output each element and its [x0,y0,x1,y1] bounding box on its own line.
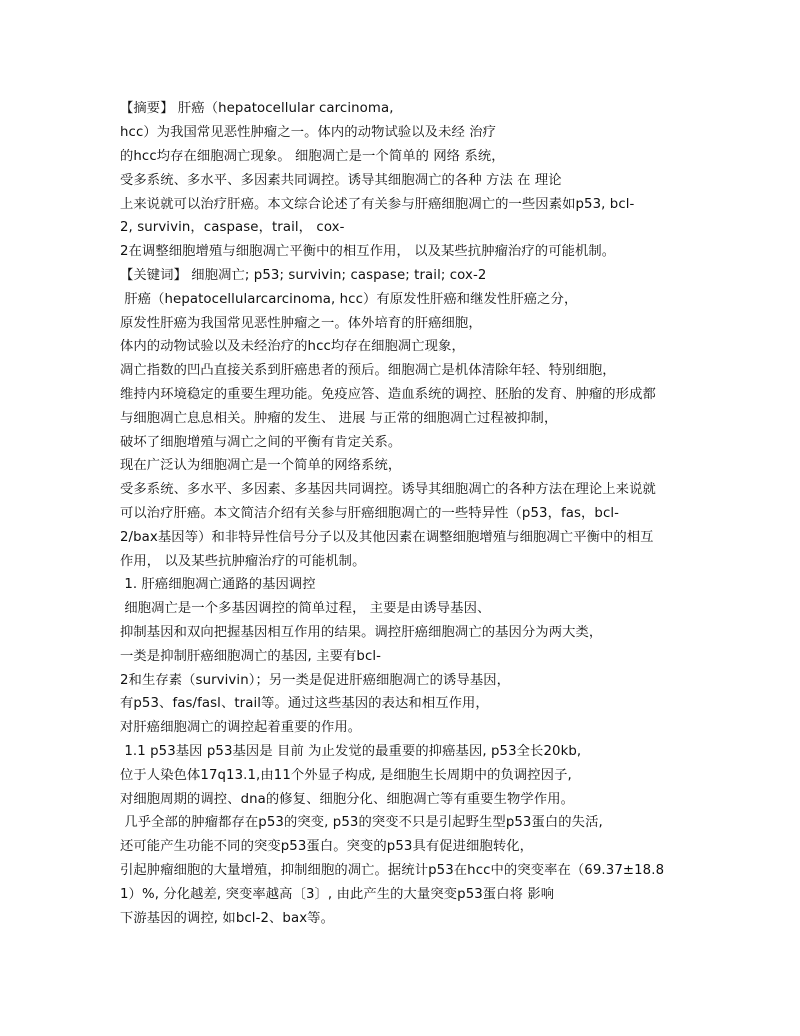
abstract-line-6: 2, survivin，caspase，trail， cox- [120,220,345,235]
body-line-11: 2/bax基因等）和非特异性信号分子以及其他因素在调整细胞增殖与细胞凋亡平衡中的相互 [120,530,654,545]
subsection-line-3: 对细胞周期的调控、dna的修复、细胞分化、细胞凋亡等有重要生物学作用。 [120,792,575,807]
section-line-5: 有p53、fas/fasl、trail等。通过这些基因的表达和相互作用， [120,696,489,711]
section-line-2: 抑制基因和双向把握基因相互作用的结果。调控肝癌细胞凋亡的基因分为两大类， [120,625,603,640]
body-line-1: 肝癌（hepatocellularcarcinoma, hcc）有原发性肝癌和继发性肝癌之分， [120,292,578,307]
subsection-line-1: 1.1 p53基因 p53基因是 目前 为止发觉的最重要的抑癌基因, p53全长20kb, [120,744,582,759]
abstract-line-5: 上来说就可以治疗肝癌。本文综合论述了有关参与肝癌细胞凋亡的一些因素如p53, bcl- [120,197,635,212]
body-line-6: 与细胞凋亡息息相关。肿瘤的发生、 进展 与正常的细胞凋亡过程被抑制， [120,411,558,426]
body-line-7: 破坏了细胞增殖与凋亡之间的平衡有肯定关系。 [120,435,402,450]
body-line-8: 现在广泛认为细胞凋亡是一个简单的网络系统， [120,458,402,473]
body-line-4: 凋亡指数的凹凸直接关系到肝癌患者的预后。细胞凋亡是机体清除年轻、特别细胞， [120,363,616,378]
subsection-line-6: 引起肿瘤细胞的大量增殖，抑制细胞的凋亡。据统计p53在hcc中的突变率在（69.37±18.8 [120,863,665,878]
subsection-line-4: 几乎全部的肿瘤都存在p53的突变, p53的突变不只是引起野生型p53蛋白的失活, [120,815,603,830]
section-line-4: 2和生存素（survivin）；另一类是促进肝癌细胞凋亡的诱导基因， [120,673,511,688]
subsection-line-7: 1）%, 分化越差, 突变率越高〔3〕, 由此产生的大量突变p53蛋白将 影响 [120,887,555,902]
section-heading-1: 1. 肝癌细胞凋亡通路的基因调控 [120,577,316,592]
abstract-line-7: 2在调整细胞增殖与细胞凋亡平衡中的相互作用， 以及某些抗肿瘤治疗的可能机制。 [120,244,616,259]
abstract-line-1: 【摘要】 肝癌（hepatocellular carcinoma, [120,101,394,116]
body-line-5: 维持内环境稳定的重要生理功能。免疫应答、造血系统的调控、胚胎的发育、肿瘤的形成都 [120,387,656,402]
abstract-line-2: hcc）为我国常见恶性肿瘤之一。体内的动物试验以及未经 治疗 [120,125,496,140]
abstract-line-4: 受多系统、多水平、多因素共同调控。诱导其细胞凋亡的各种 方法 在 理论 [120,173,562,188]
body-line-9: 受多系统、多水平、多因素、多基因共同调控。诱导其细胞凋亡的各种方法在理论上来说就 [120,482,656,497]
subsection-line-8: 下游基因的调控, 如bcl-2、bax等。 [120,911,334,926]
body-line-12: 作用， 以及某些抗肿瘤治疗的可能机制。 [120,554,366,569]
body-line-2: 原发性肝癌为我国常见恶性肿瘤之一。体外培育的肝癌细胞， [120,316,482,331]
section-line-1: 细胞凋亡是一个多基因调控的简单过程， 主要是由诱导基因、 [120,601,491,616]
section-line-6: 对肝癌细胞凋亡的调控起着重要的作用。 [120,720,362,735]
section-line-3: 一类是抑制肝癌细胞凋亡的基因, 主要有bcl- [120,649,382,664]
body-line-10: 可以治疗肝癌。本文简洁介绍有关参与肝癌细胞凋亡的一些特异性（p53，fas，bcl- [120,506,620,521]
subsection-line-2: 位于人染色体17q13.1,由11个外显子构成, 是细胞生长周期中的负调控因子, [120,768,572,783]
keywords-line: 【关键词】 细胞凋亡; p53; survivin; caspase; trail; cox-2 [120,268,487,283]
subsection-line-5: 还可能产生功能不同的突变p53蛋白。突变的p53具有促进细胞转化， [120,839,534,854]
body-line-3: 体内的动物试验以及未经治疗的hcc均存在细胞凋亡现象， [120,339,465,354]
abstract-line-3: 的hcc均存在细胞凋亡现象。 细胞凋亡是一个简单的 网络 系统， [120,149,505,164]
